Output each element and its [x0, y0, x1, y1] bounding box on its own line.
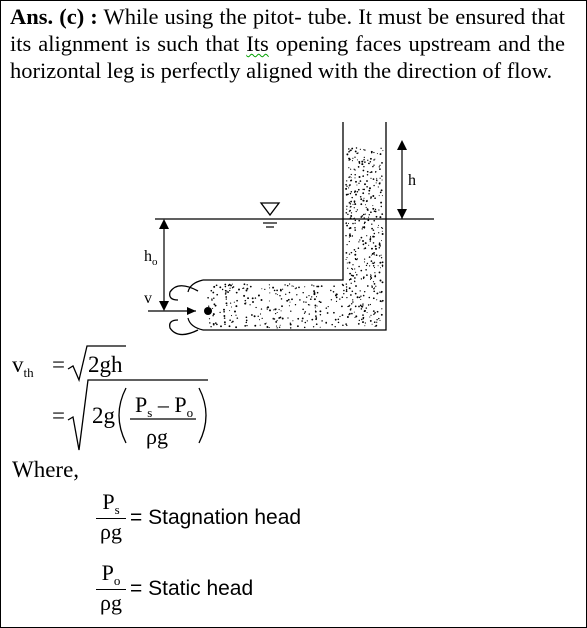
stagnation-fraction: $P_s$ ρg	[96, 490, 126, 544]
eq1-rhs: 2gh	[88, 352, 123, 377]
eq2-2g: 2g	[92, 403, 115, 428]
eq1-equals: =	[52, 352, 65, 377]
answer-text-its: Its	[246, 31, 269, 56]
answer-text-part-1: While using the pitot- tube. It must be ensured that its alignment is such that	[10, 4, 566, 56]
label-ho: $h_o$	[144, 248, 158, 268]
eq2-equals: =	[52, 403, 65, 428]
stagnation-head-text: = Stagnation head	[130, 506, 302, 529]
answer-label: Ans. (c) :	[10, 4, 98, 29]
eq2-denominator: ρg	[146, 424, 168, 449]
label-h: h	[408, 172, 416, 189]
answer-text-part-2: opening faces upstream and the horizontal leg is perfectly aligned with the direction of flow.	[10, 31, 565, 83]
where-label: Where,	[12, 457, 80, 482]
eq2-numerator: $P_s - P_o$	[135, 392, 194, 420]
static-head-text: = Static head	[130, 577, 254, 600]
static-fraction: $P_o$ ρg	[96, 561, 126, 615]
label-v: v	[144, 290, 152, 307]
vth-symbol: $v_{th}$	[12, 352, 34, 380]
